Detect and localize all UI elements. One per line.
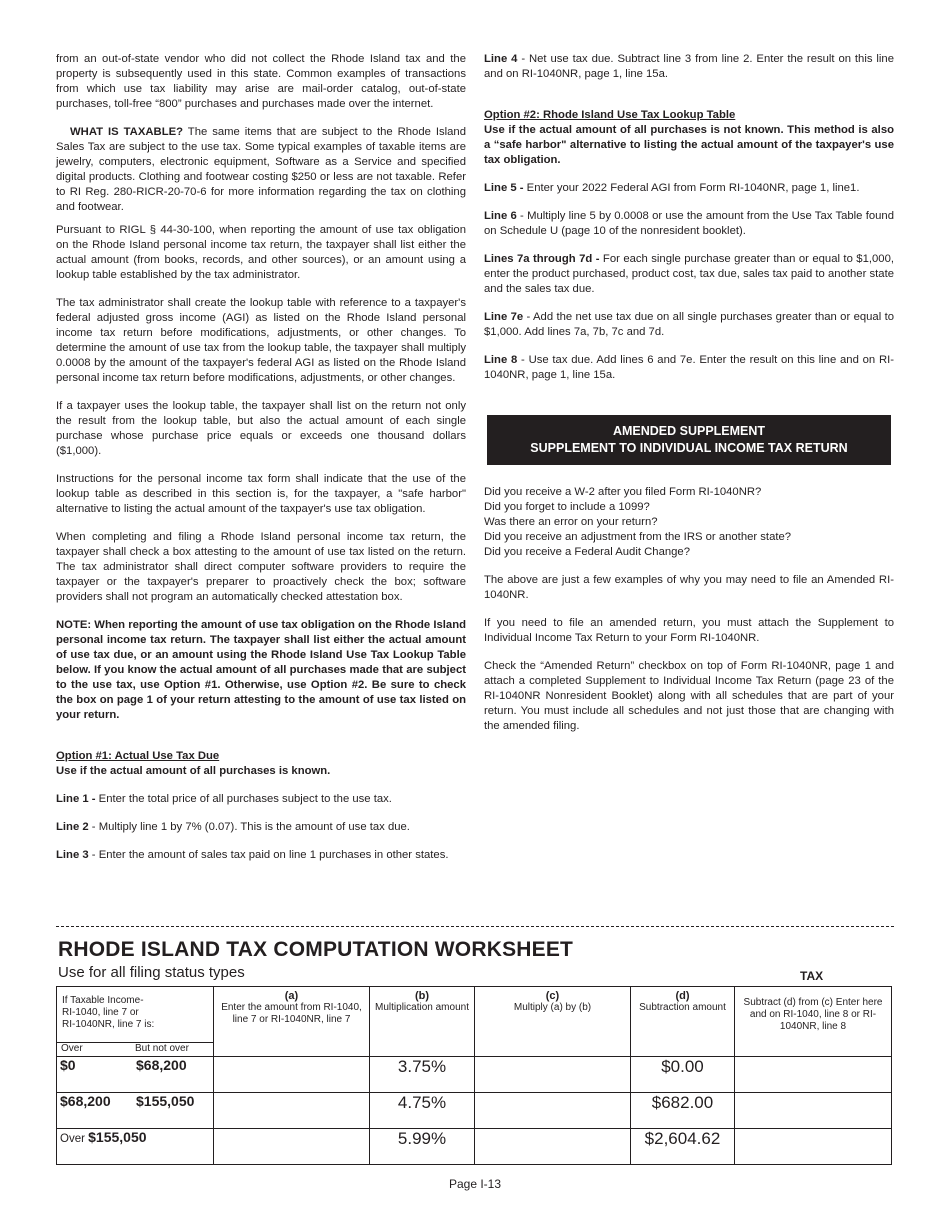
header-over-row: [57, 1042, 213, 1056]
question-item: Did you receive a W-2 after you filed Form RI-1040NR?: [484, 486, 762, 498]
right-column: [484, 52, 894, 734]
option1-title: Option #1: Actual Use Tax Due: [56, 750, 220, 762]
income-range-cell: $0 $68,200: [57, 1057, 214, 1093]
amount-c-cell[interactable]: [475, 1093, 631, 1129]
amended-questions: [484, 485, 894, 560]
paragraph-lookup-usage: If a taxpayer uses the lookup table, the taxpayer shall list on the return not only the result from the lookup table, but also the actual amount of each single purchase whose purchase price equals or exceeds one thousand dollars ($1,000).: [56, 400, 466, 457]
amount-c-cell[interactable]: [475, 1057, 631, 1093]
question-item: Did you receive an adjustment from the IRS or another state?: [484, 531, 792, 543]
multiplication-rate: 4.75%: [370, 1093, 475, 1129]
subtraction-amount: $682.00: [631, 1093, 735, 1129]
header-column-b: (b) Multiplication amount: [370, 987, 475, 1057]
table-row: [57, 1129, 892, 1165]
line5-instruction: Line 5 - Enter your 2022 Federal AGI from Form RI-1040NR, page 1, line1.: [484, 182, 860, 194]
what-is-taxable-text: The same items that are subject to the Rhode Island Sales Tax are subject to the use tax. Some typical examples of taxable items are jewelry, computers, electronic equipment, Software as a Service and specified digital products. Clothing and footwear costing $250 or less are not taxable. Refer to RI Reg. 280-RICR-20-70-6 for more information regarding the tax on clothing and footwear.: [56, 126, 466, 213]
paragraph-rigl: Pursuant to RIGL § 44-30-100, when reporting the amount of use tax obligation on the Rhode Island personal income tax return, the taxpayer shall list either the actual amount (from books, records, and other sources), or an amount using a lookup table established by the tax administrator.: [56, 224, 466, 281]
line1-instruction: Line 1 - Enter the total price of all purchases subject to the use tax.: [56, 793, 392, 805]
header-over: Over: [61, 1043, 83, 1054]
amount-a-cell[interactable]: [214, 1057, 370, 1093]
tax-computation-table: [56, 986, 892, 1165]
table-row: [57, 1093, 892, 1129]
page-number: Page I-13: [448, 1177, 502, 1191]
line8-instruction: Line 8 - Use tax due. Add lines 6 and 7e. Enter the result on this line and on RI-1040NR, page 1, line 15a.: [484, 354, 894, 381]
subtraction-amount: $0.00: [631, 1057, 735, 1093]
note-text: NOTE: When reporting the amount of use tax obligation on the Rhode Island personal income tax return. The taxpayer shall list either the actual amount of use tax due, or an amount using the Rhode Island Use Tax Lookup Table below. If you know the actual amount of all purchases made that are subject to the use tax, use Option #1. Otherwise, use Option #2. Be sure to check the box on page 1 of your return attesting to the amount of use tax listed on your return.: [56, 619, 466, 721]
amended-title-line2: SUPPLEMENT TO INDIVIDUAL INCOME TAX RETURN: [530, 441, 848, 455]
paragraph-intro: from an out-of-state vendor who did not collect the Rhode Island tax and the property is subsequently used in this state. Common examples of transactions from which use tax liability may arise are mail-order catalog, out-of-state purchases, toll-free “800” purchases and purchases made over the internet.: [56, 53, 466, 110]
dashed-divider: [56, 926, 894, 927]
table-row: [57, 1057, 892, 1093]
header-column-c: (c) Multiply (a) by (b): [475, 987, 631, 1057]
amended-title-line1: AMENDED SUPPLEMENT: [612, 424, 766, 438]
multiplication-rate: 3.75%: [370, 1057, 475, 1093]
line3-instruction: Line 3 - Enter the amount of sales tax paid on line 1 purchases in other states.: [56, 849, 449, 861]
question-item: Was there an error on your return?: [484, 516, 658, 528]
option2-heading: [484, 108, 894, 123]
header-column-a: (a) Enter the amount from RI-1040, line 7 or RI-1040NR, line 7: [214, 987, 370, 1057]
table-header-row: [57, 987, 892, 1057]
amount-a-cell[interactable]: [214, 1093, 370, 1129]
option2-subheading: Use if the actual amount of all purchases is not known. This method is also a “safe harbor" alternative to listing the actual amount of the taxpayer's use tax obligation.: [484, 124, 894, 166]
worksheet-title: RHODE ISLAND TAX COMPUTATION WORKSHEET: [58, 938, 574, 961]
header-income-text: If Taxable Income- RI-1040, line 7 or RI-1040NR, line 7 is:: [62, 995, 155, 1030]
multiplication-rate: 5.99%: [370, 1129, 475, 1165]
header-income-range: [57, 987, 214, 1057]
amended-paragraph-checkbox: Check the “Amended Return” checkbox on top of Form RI-1040NR, page 1 and attach a completed Supplement to Individual Income Tax Return (page 23 of the RI-1040NR Nonresident Booklet) along with all schedules that are part of your return. You must include all schedules and not just those that are changing with the amended filing.: [484, 660, 894, 732]
paragraph-lookup-table: The tax administrator shall create the lookup table with reference to a taxpayer's federal adjusted gross income (AGI) as listed on the Rhode Island personal income tax return before modifications, adjustments, or other changes. To determine the amount of use tax from the lookup table, the taxpayer shall multiply 0.0008 by the amount of the taxpayer's federal AGI as listed on the Rhode Island personal income tax return before modifications, adjustments, or other changes.: [56, 297, 466, 384]
header-column-tax: Subtract (d) from (c) Enter here and on RI-1040, line 8 or RI-1040NR, line 8: [735, 987, 892, 1057]
line6-instruction: Line 6 - Multiply line 5 by 0.0008 or use the amount from the Use Tax Table found on Schedule U (page 10 of the nonresident booklet).: [484, 210, 894, 237]
line7e-instruction: Line 7e - Add the net use tax due on all single purchases greater than or equal to $1,000. Add lines 7a, 7b, 7c and 7d.: [484, 311, 894, 338]
option1-subheading: Use if the actual amount of all purchases is known.: [56, 765, 331, 777]
question-item: Did you forget to include a 1099?: [484, 501, 650, 513]
tax-result-cell[interactable]: [735, 1093, 892, 1129]
paragraph-safe-harbor: Instructions for the personal income tax form shall indicate that the use of the lookup table as described in this section is, for the taxpayer, a "safe harbor" alternative to listing the actual amount of the taxpayer's use tax obligation.: [56, 473, 466, 515]
amount-c-cell[interactable]: [475, 1129, 631, 1165]
left-column: [56, 52, 466, 863]
amended-supplement-banner: [487, 415, 891, 465]
header-but-not-over: But not over: [135, 1043, 189, 1054]
tax-result-cell[interactable]: [735, 1057, 892, 1093]
option1-heading: [56, 749, 466, 764]
paragraph-attestation: When completing and filing a Rhode Island personal income tax return, the taxpayer shall check a box attesting to the amount of use tax listed on the return. The tax administrator shall direct computer software providers to require the taxpayer or the taxpayer's preparer to proactively check the box; software providers shall not program an automatically checked attestation box.: [56, 531, 466, 603]
what-is-taxable-heading: WHAT IS TAXABLE?: [70, 126, 184, 138]
option2-title: Option #2: Rhode Island Use Tax Lookup Table: [484, 109, 736, 121]
question-item: Did you receive a Federal Audit Change?: [484, 546, 690, 558]
income-range-cell: Over $155,050: [57, 1129, 214, 1165]
line2-instruction: Line 2 - Multiply line 1 by 7% (0.07). This is the amount of use tax due.: [56, 821, 410, 833]
paragraph-what-is-taxable: [56, 125, 466, 215]
income-range-cell: $68,200 $155,050: [57, 1093, 214, 1129]
line4-instruction: Line 4 - Net use tax due. Subtract line 3 from line 2. Enter the result on this line and on RI-1040NR, page 1, line 15a.: [484, 53, 894, 80]
subtraction-amount: $2,604.62: [631, 1129, 735, 1165]
tax-column-label: TAX: [800, 969, 824, 983]
note-paragraph: [56, 618, 466, 723]
line7-instruction: Lines 7a through 7d - For each single purchase greater than or equal to $1,000, enter the product purchased, product cost, tax due, sales tax paid to another state and the sales tax due.: [484, 253, 894, 295]
tax-result-cell[interactable]: [735, 1129, 892, 1165]
amount-a-cell[interactable]: [214, 1129, 370, 1165]
header-column-d: (d) Subtraction amount: [631, 987, 735, 1057]
worksheet-subtitle: Use for all filing status types: [58, 964, 245, 981]
amended-paragraph-examples: The above are just a few examples of why you may need to file an Amended RI-1040NR.: [484, 574, 894, 601]
amended-paragraph-attach: If you need to file an amended return, you must attach the Supplement to Individual Income Tax Return to your Form RI-1040NR.: [484, 617, 894, 644]
